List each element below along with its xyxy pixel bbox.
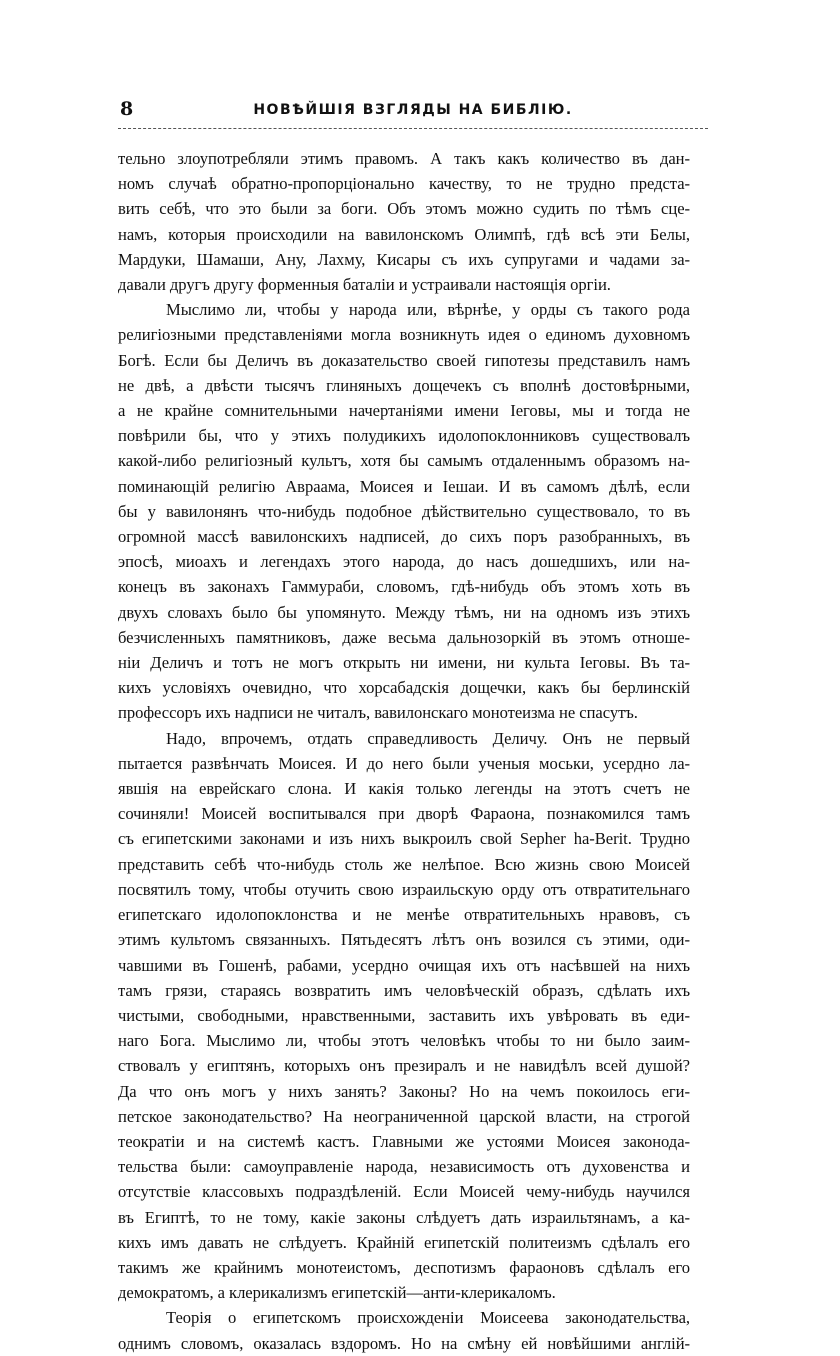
text-line: конецъ въ законахъ Гаммураби, словомъ, гдѣ-нибудь объ этомъ хоть въ bbox=[118, 577, 690, 597]
text-line: въ Египтѣ, то не тому, какіе законы слѣдуетъ дать израильтянамъ, а ка- bbox=[118, 1207, 690, 1227]
text-line: безчисленныхъ памятниковъ, даже весьма дальнозоркій въ этомъ отноше- bbox=[118, 627, 690, 647]
text-line: теократіи и на системѣ кастъ. Главными же устоями Моисея законода- bbox=[118, 1131, 690, 1151]
text-line: однимъ словомъ, оказалась вздоромъ. Но на смѣну ей новѣйшими англій- bbox=[118, 1333, 690, 1353]
text-line: съ египетскими законами и изъ нихъ выкроилъ свой Sepher ha-Berit. Трудно bbox=[118, 829, 690, 849]
page-number: 8 bbox=[120, 98, 134, 120]
text-line: чистыми, свободными, нравственными, заставить ихъ увѣровать въ еди- bbox=[118, 1005, 690, 1025]
text-line: религіозными представленіями могла возникнуть идея о единомъ духовномъ bbox=[118, 325, 690, 345]
text-line: демократомъ, а клерикализмъ египетскій—анти-клерикаломъ. bbox=[118, 1283, 556, 1303]
text-line: номъ случаѣ обратно-пропорціонально качеству, то не трудно предста- bbox=[118, 174, 690, 194]
text-line: ніи Деличъ и тотъ не могъ открыть ни имени, ни культа Іеговы. Въ та- bbox=[118, 653, 690, 673]
text-line: двухъ словахъ было бы упомянуто. Между тѣмъ, ни на одномъ изъ этихъ bbox=[118, 602, 690, 622]
text-line: сочиняли! Моисей воспитывался при дворѣ Фараона, познакомился тамъ bbox=[118, 804, 690, 824]
text-line: петское законодательство? На неограниченной царской власти, на строгой bbox=[118, 1106, 690, 1126]
page-header bbox=[118, 98, 708, 138]
text-line: поминающій религію Авраама, Моисея и Іешаи. И въ самомъ дѣлѣ, если bbox=[118, 476, 690, 496]
text-line: кихъ имъ давать не слѣдуетъ. Крайній египетскій политеизмъ сдѣлалъ его bbox=[118, 1232, 690, 1252]
text-line: пытается развѣнчать Моисея. И до него были ученыя моськи, усердно ла- bbox=[118, 753, 690, 773]
text-line: тельно злоупотребляли этимъ правомъ. А такъ какъ количество въ дан- bbox=[118, 149, 690, 168]
text-line: Мыслимо ли, чтобы у народа или, вѣрнѣе, у орды съ такого рода bbox=[166, 300, 690, 320]
text-line: ствовалъ у египтянъ, которыхъ онъ презиралъ и не навидѣлъ всей душой? bbox=[118, 1056, 690, 1076]
text-line: бы у вавилонянъ что-нибудь подобное дѣйствительно существовало, то въ bbox=[118, 501, 690, 521]
text-line: египетскаго идолопоклонства и не менѣе отвратительныхъ нравовъ, съ bbox=[118, 905, 690, 925]
text-line: повѣрили бы, что у этихъ полудикихъ идолопоклонниковъ существовалъ bbox=[118, 426, 690, 446]
running-title: НОВѢЙШІЯ ВЗГЛЯДЫ НА БИБЛІЮ. bbox=[253, 102, 573, 118]
text-line: этимъ культомъ связанныхъ. Пятьдесятъ лѣтъ онъ возился съ этими, оди- bbox=[118, 930, 690, 950]
text-line: не двѣ, а двѣсти тысячъ глиняныхъ дощечекъ съ вполнѣ достовѣрными, bbox=[118, 375, 690, 395]
text-line: Мардуки, Шамаши, Ану, Лахму, Кисары съ ихъ супругами и чадами за- bbox=[118, 249, 690, 269]
text-line: явшія на еврейскаго слона. И какія только легенды на этотъ счетъ не bbox=[118, 779, 690, 799]
text-line: а не крайне сомнительными начертаніями имени Іеговы, мы и тогда не bbox=[118, 401, 690, 421]
text-line: наго Бога. Мыслимо ли, чтобы этотъ человѣкъ чтобы то ни было заим- bbox=[118, 1031, 690, 1051]
text-line: огромной массѣ вавилонскихъ надписей, до сихъ поръ разобранныхъ, въ bbox=[118, 527, 690, 547]
text-line: Теорія о египетскомъ происхожденіи Моисеева законодательства, bbox=[166, 1308, 690, 1328]
text-line: какой-либо религіозный культъ, хотя бы самымъ отдаленнымъ образомъ на- bbox=[118, 451, 690, 471]
body-text bbox=[118, 146, 690, 1356]
text-line: профессоръ ихъ надписи не читалъ, вавилонскаго монотеизма не спасутъ. bbox=[118, 703, 638, 723]
text-line: давали другъ другу форменныя баталіи и устраивали настоящія оргіи. bbox=[118, 275, 611, 295]
text-line: эпосѣ, миоахъ и легендахъ этого народа, до насъ дошедшихъ, или на- bbox=[118, 552, 690, 572]
text-line: намъ, которыя происходили на вавилонскомъ Олимпѣ, гдѣ всѣ эти Белы, bbox=[118, 224, 690, 244]
text-line: отсутствіе классовыхъ подраздѣленій. Если Моисей чему-нибудь научился bbox=[118, 1182, 690, 1202]
text-line: посвятилъ тому, чтобы отучить свою израильскую орду отъ отвратительнаго bbox=[118, 879, 690, 899]
text-line: вить себѣ, что это были за боги. Объ этомъ можно судить по тѣмъ сце- bbox=[118, 199, 690, 219]
text-line: Да что онъ могъ у нихъ занять? Законы? Но на чемъ покоилось еги- bbox=[118, 1081, 690, 1101]
text-line: такимъ же крайнимъ монотеистомъ, деспотизмъ фараоновъ сдѣлалъ его bbox=[118, 1257, 690, 1277]
text-line: тельства были: самоуправленіе народа, независимость отъ духовенства и bbox=[118, 1157, 690, 1177]
text-line: тамъ грязи, стараясь возвратить имъ человѣческій образъ, сдѣлать ихъ bbox=[118, 980, 690, 1000]
text-line: кихъ условіяхъ очевидно, что хорсабадскія дощечки, какъ бы берлинскій bbox=[118, 678, 690, 698]
text-line: Надо, впрочемъ, отдать справедливость Деличу. Онъ не первый bbox=[166, 728, 690, 748]
text-line: представить себѣ что-нибудь столь же нелѣпое. Всю жизнь свою Моисей bbox=[118, 854, 690, 874]
text-line: чавшими въ Гошенѣ, рабами, усердно очищая ихъ отъ насѣвшей на нихъ bbox=[118, 955, 690, 975]
header-rule bbox=[118, 128, 708, 129]
text-line: Богѣ. Если бы Деличъ въ доказательство своей гипотезы представилъ намъ bbox=[118, 350, 690, 370]
